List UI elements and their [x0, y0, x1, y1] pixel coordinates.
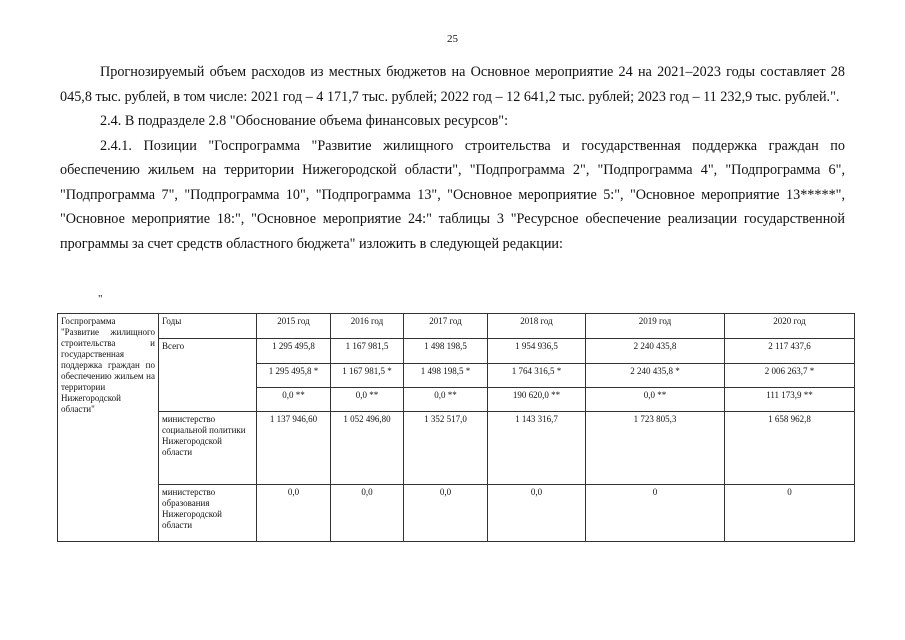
page-number: 25 — [447, 33, 458, 45]
table-cell: 0,0 — [404, 485, 488, 542]
table-cell: 1 143 316,7 — [488, 412, 586, 485]
opening-quote-mark: " — [98, 293, 103, 305]
table-cell: 0,0 — [488, 485, 586, 542]
table-row — [58, 485, 855, 542]
table-cell: 190 620,0 ** — [488, 388, 586, 412]
paragraph-subsection: 2.4. В подразделе 2.8 "Обоснование объема финансовых ресурсов": — [100, 113, 509, 129]
header-2015: 2015 год — [257, 314, 331, 339]
table-row — [58, 412, 855, 485]
table-cell: 1 052 496,80 — [331, 412, 404, 485]
body-text — [60, 60, 845, 256]
table-cell: 0,0 — [257, 485, 331, 542]
table-cell: 0,0 ** — [586, 388, 725, 412]
header-2016: 2016 год — [331, 314, 404, 339]
header-2020: 2020 год — [725, 314, 855, 339]
paragraph-forecast: Прогнозируемый объем расходов из местных бюджетов на Основное мероприятие 24 на 2021–2023 годы составляет 28 045,8 тыс. рублей, в том числе: 2021 год – 4 171,7 тыс. рублей; 2022 год – 12 641,2 тыс. рублей; 2023 год – 11 232,9 тыс. рублей.". — [60, 64, 845, 105]
table-cell: 111 173,9 ** — [725, 388, 855, 412]
header-2018: 2018 год — [488, 314, 586, 339]
table-cell: 1 498 198,5 — [404, 339, 488, 364]
table-cell: 1 167 981,5 * — [331, 364, 404, 388]
table-cell: 0,0 ** — [331, 388, 404, 412]
row-label-total: Всего — [159, 339, 257, 412]
table-cell: 0,0 ** — [257, 388, 331, 412]
table-header-row — [58, 314, 855, 339]
table-cell: 2 240 435,8 * — [586, 364, 725, 388]
table-cell: 1 295 495,8 * — [257, 364, 331, 388]
table-cell: 2 006 263,7 * — [725, 364, 855, 388]
table-cell: 2 240 435,8 — [586, 339, 725, 364]
table-cell: 1 167 981,5 — [331, 339, 404, 364]
table-cell: 1 764 316,5 * — [488, 364, 586, 388]
program-name-cell: Госпрограмма "Развитие жилищного строительства и государственная поддержка граждан по обеспечению жильем на территории Нижегородской области" — [58, 314, 159, 542]
table-cell: 1 658 962,8 — [725, 412, 855, 485]
row-label-social-policy-ministry: министерство социальной политики Нижегородской области — [159, 412, 257, 485]
table-cell: 0,0 ** — [404, 388, 488, 412]
table-cell: 0 — [586, 485, 725, 542]
table-cell: 0,0 — [331, 485, 404, 542]
table-cell: 2 117 437,6 — [725, 339, 855, 364]
table-cell: 1 295 495,8 — [257, 339, 331, 364]
table-cell: 1 498 198,5 * — [404, 364, 488, 388]
resource-table — [57, 313, 855, 542]
table-cell: 1 723 805,3 — [586, 412, 725, 485]
header-2019: 2019 год — [586, 314, 725, 339]
row-label-education-ministry: министерство образования Нижегородской области — [159, 485, 257, 542]
table-row — [58, 339, 855, 364]
header-2017: 2017 год — [404, 314, 488, 339]
header-years: Годы — [159, 314, 257, 339]
paragraph-positions: 2.4.1. Позиции "Госпрограмма "Развитие жилищного строительства и государственная поддержка граждан по обеспечению жильем на территории Нижегородской области", "Подпрограмма 2", "Подпрограмма 4", "Подпрограмма 6", "Подпрограмма 7", "Подпрограмма 10", "Подпрограмма 13", "Основное мероприятие 5:", "Основное мероприятие 13*****", "Основное мероприятие 18:", "Основное мероприятие 24:" таблицы 3 "Ресурсное обеспечение реализации государственной программы за счет средств областного бюджета" изложить в следующей редакции: — [60, 137, 845, 252]
table-cell: 1 137 946,60 — [257, 412, 331, 485]
table-cell: 1 954 936,5 — [488, 339, 586, 364]
table-cell: 0 — [725, 485, 855, 542]
table-cell: 1 352 517,0 — [404, 412, 488, 485]
